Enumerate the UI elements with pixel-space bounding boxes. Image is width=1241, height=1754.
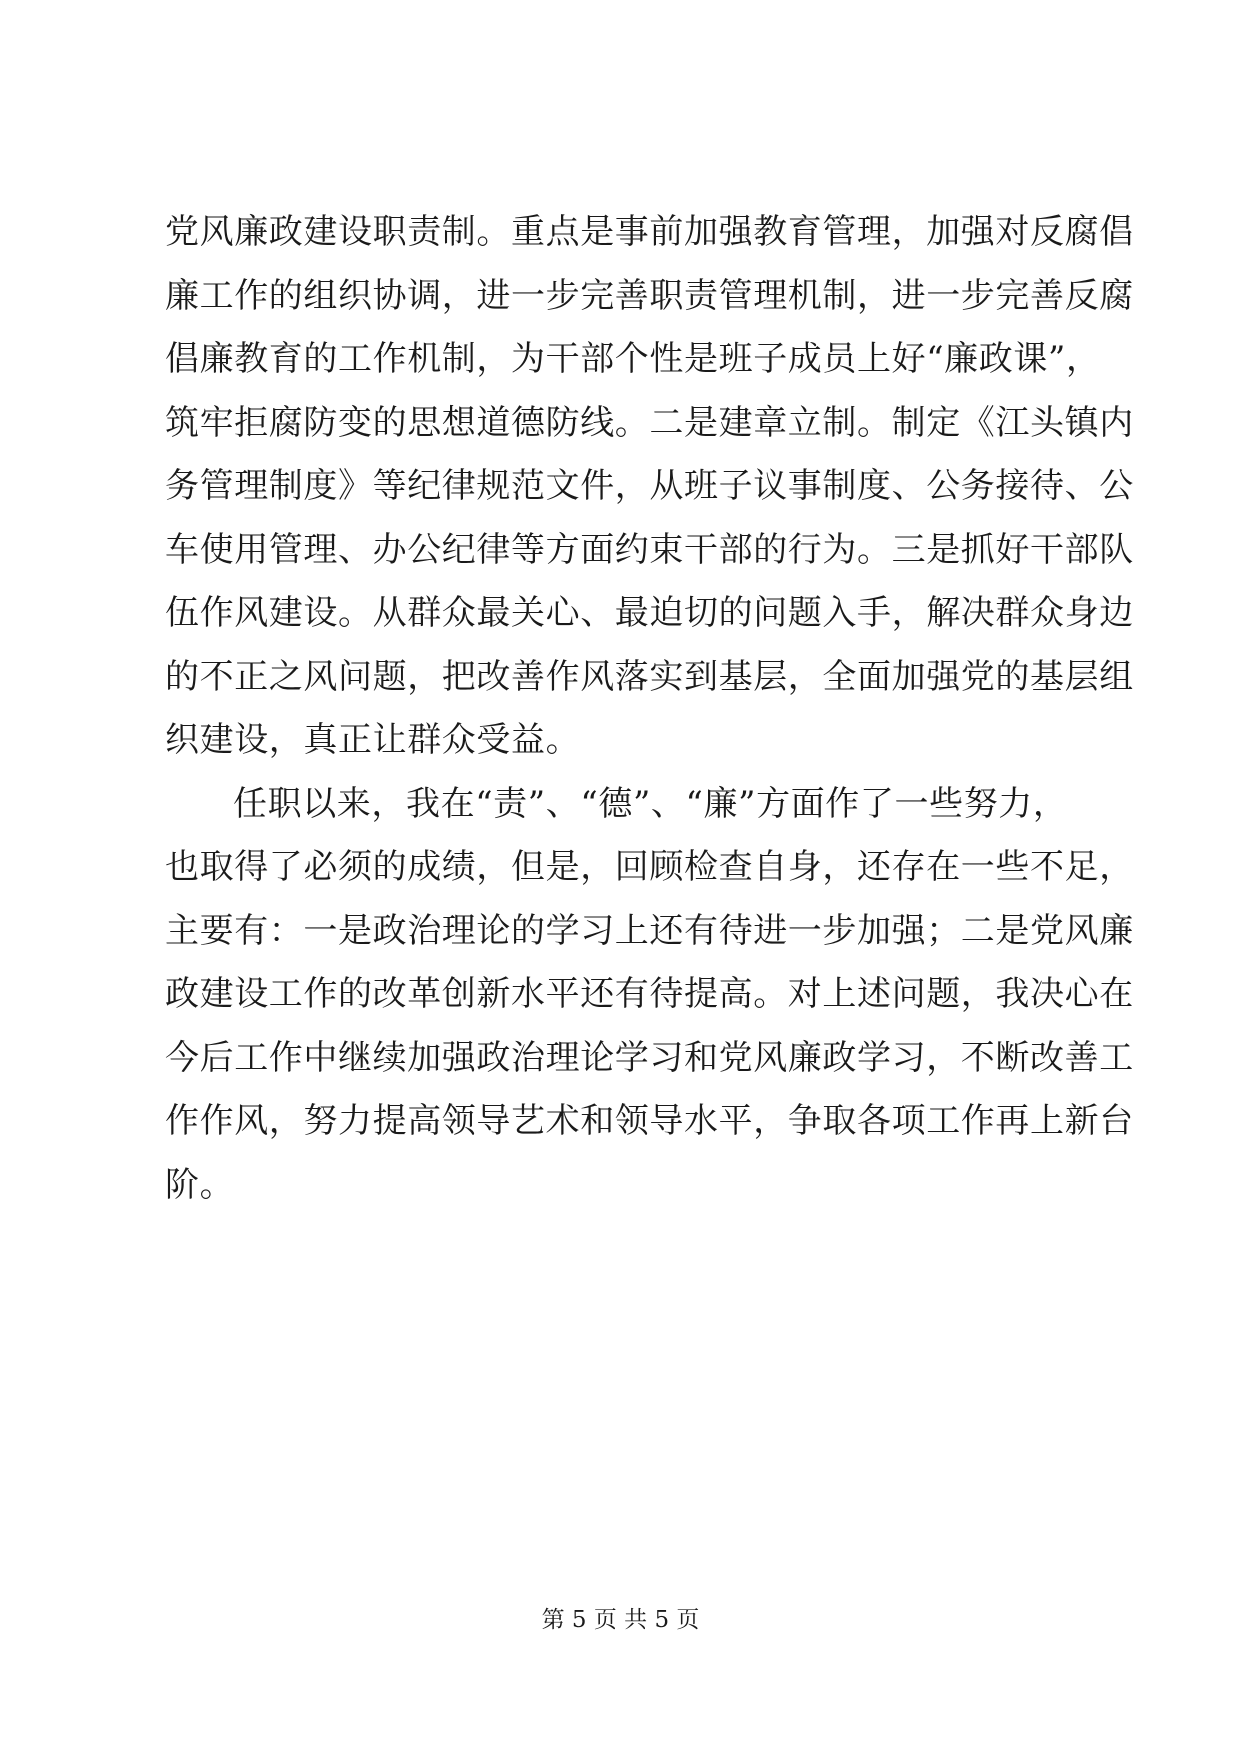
text-line: 廉工作的组织协调，进一步完善职责管理机制，进一步完善反腐	[165, 275, 1134, 316]
paragraph-first-line: 任职以来，我在“责”、“德”、“廉”方面作了一些努力，	[233, 783, 1068, 824]
text-line: 作作风，努力提高领导艺术和领导水平，争取各项工作再上新台	[165, 1101, 1134, 1141]
text-line: 党风廉政建设职责制。重点是事前加强教育管理，加强对反腐倡	[165, 212, 1134, 252]
text-line: 筑牢拒腐防变的思想道德防线。二是建章立制。制定《江头镇内	[165, 402, 1134, 443]
text-line: 织建设，真正让群众受益。	[165, 720, 581, 760]
text-line: 也取得了必须的成绩，但是，回顾检查自身，还存在一些不足，	[165, 847, 1134, 887]
text-line: 政建设工作的改革创新水平还有待提高。对上述问题，我决心在	[165, 974, 1134, 1014]
page-footer	[0, 1605, 1241, 1635]
text-line: 主要有：一是政治理论的学习上还有待进一步加强；二是党风廉	[165, 910, 1134, 951]
text-line: 伍作风建设。从群众最关心、最迫切的问题入手，解决群众身边	[165, 593, 1134, 633]
text-line: 今后工作中继续加强政治理论学习和党风廉政学习，不断改善工	[165, 1037, 1134, 1078]
text-line: 倡廉教育的工作机制，为干部个性是班子成员上好“廉政课”，	[165, 339, 1101, 379]
page-number-label: 第 5 页 共 5 页	[541, 1607, 700, 1633]
text-line: 阶。	[165, 1164, 235, 1205]
text-line: 车使用管理、办公纪律等方面约束干部的行为。三是抓好干部队	[165, 529, 1134, 570]
text-line: 务管理制度》等纪律规范文件，从班子议事制度、公务接待、公	[165, 466, 1134, 506]
text-line: 的不正之风问题，把改善作风落实到基层，全面加强党的基层组	[165, 656, 1134, 697]
document-body	[165, 201, 1134, 1217]
